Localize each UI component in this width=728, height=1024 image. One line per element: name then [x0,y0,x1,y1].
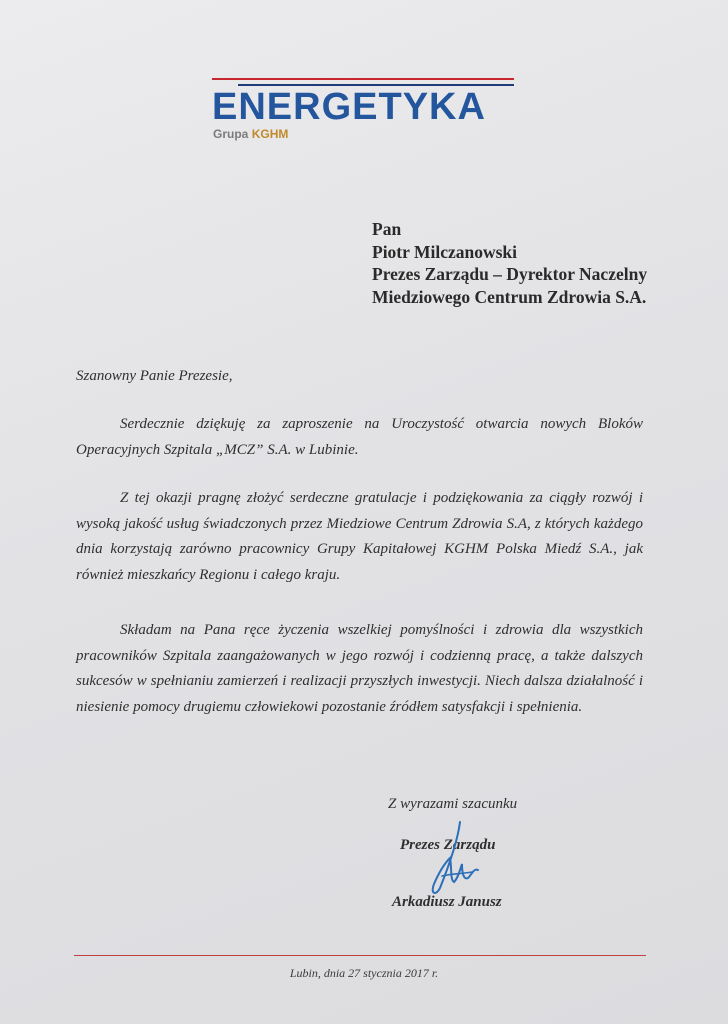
paragraph-3: Składam na Pana ręce życzenia wszelkiej pomyślności i zdrowia dla wszystkich pracowników Szpitala zaangażowanych w jego rozwój i codzienną pracę, a także dalszych sukcesów w spełnianiu zamierzeń i realizacji przyszłych inwestycji. Niech dalsza działalność i niesienie pomocy drugiemu człowiekowi pozostanie źródłem satysfakcji i spełnienia. [76,622,643,715]
signer-name: Arkadiusz Janusz [392,894,502,910]
handwritten-signature [420,818,490,898]
recipient-position: Prezes Zarządu – Dyrektor Naczelny [372,264,648,284]
logo-group-prefix: Grupa [213,127,249,141]
energetyka-logo [212,74,522,146]
paragraph-2: Z tej okazji pragnę złożyć serdeczne gratulacje i podziękowania za ciągły rozwój i wysoką jakość usług świadczonych przez Miedziowe Centrum Zdrowia S.A, z których każdego dnia korzystają zarówno pracownicy Grupy Kapitałowej KGHM Polska Miedź S.A., jak również mieszkańcy Regionu i całego kraju. [76,490,643,583]
closing-phrase: Z wyrazami szacunku [388,796,518,812]
recipient-title: Pan [372,219,402,239]
paragraph-1: Serdecznie dziękuję za zaproszenie na Uroczystość otwarcia nowych Bloków Operacyjnych Szpitala „MCZ” S.A. w Lubinie. [76,416,643,458]
logo-group-label [213,127,288,141]
logo-group-name: KGHM [251,127,289,141]
footer-divider [74,955,646,956]
logo-red-line [212,78,514,80]
salutation: Szanowny Panie Prezesie, [76,368,233,384]
footer-place-date: Lubin, dnia 27 stycznia 2017 r. [289,966,439,980]
recipient-organization: Miedziowego Centrum Zdrowia S.A. [372,286,647,307]
logo-wordmark: ENERGETYKA [212,86,486,128]
recipient-name: Piotr Milczanowski [372,241,518,262]
signer-role: Prezes Zarządu [400,837,496,853]
recipient-address [372,218,647,308]
